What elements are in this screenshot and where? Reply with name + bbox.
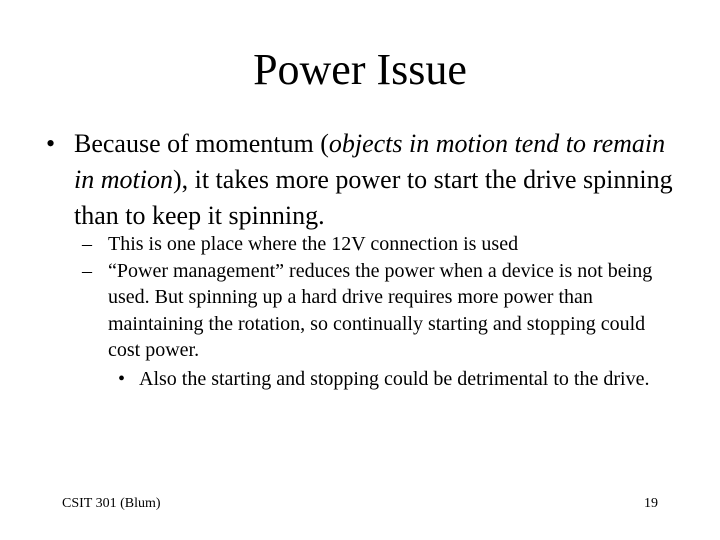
bullet-marker: • <box>118 367 126 390</box>
dash-marker: – <box>82 259 92 282</box>
main-bullet-text-end: ), it takes more power to start the drive spinning than to keep it spinning. <box>74 165 673 230</box>
bullet-marker: • <box>46 129 56 158</box>
main-bullet-text <box>74 126 676 234</box>
sub-bullet-item <box>82 258 662 364</box>
footer-page-number: 19 <box>644 496 658 511</box>
slide-title: Power Issue <box>253 45 467 94</box>
sub-bullet-item <box>82 231 662 258</box>
footer-course: CSIT 301 (Blum) <box>62 496 161 511</box>
sub-sub-bullet-text: Also the starting and stopping could be detrimental to the drive. <box>139 367 650 390</box>
sub-bullet-text: “Power management” reduces the power when a device is not being used. But spinning up a hard drive requires more power than maintaining the rotation, so continually starting and stopping could cost power. <box>108 259 653 361</box>
sub-bullet-list <box>82 231 662 392</box>
sub-sub-bullet-item <box>108 366 662 393</box>
sub-bullet-text: This is one place where the 12V connection is used <box>108 233 519 255</box>
dash-marker: – <box>82 233 92 255</box>
main-bullet-text-italic: objects in motion tend to remain in motion <box>74 129 666 194</box>
main-bullet <box>46 126 676 234</box>
main-bullet-text-start: Because of momentum ( <box>74 129 329 158</box>
